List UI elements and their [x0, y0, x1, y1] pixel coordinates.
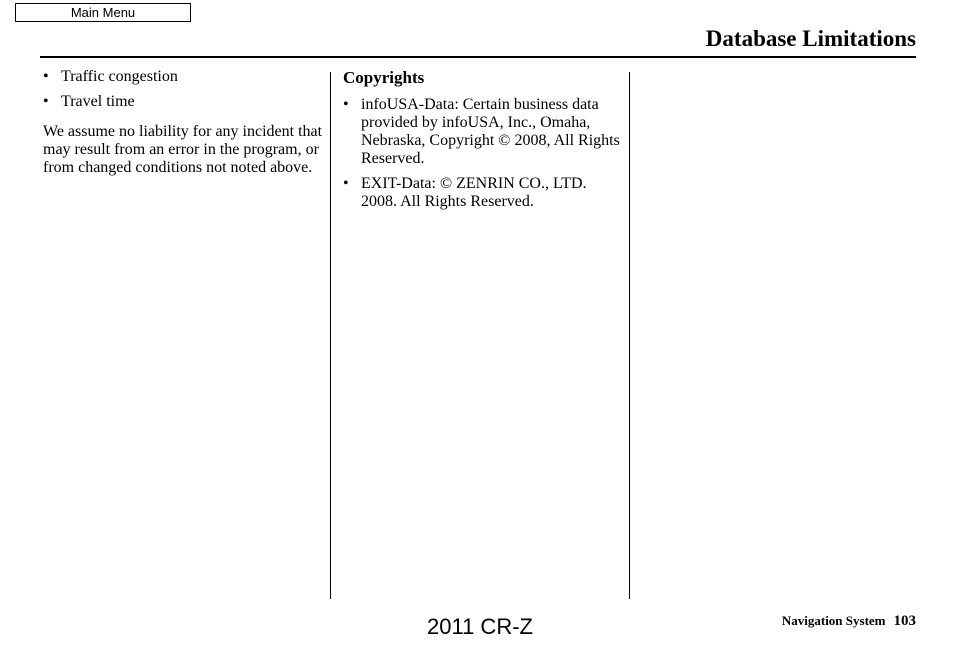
bullet-icon: •	[343, 175, 349, 192]
limitations-list	[43, 68, 327, 111]
copyrights-column	[343, 68, 623, 218]
title-rule	[40, 56, 916, 58]
liability-paragraph: We assume no liability for any incident that may result from an error in the program, or from changed conditions not noted above.	[43, 123, 323, 176]
list-item	[43, 93, 327, 111]
left-column	[43, 68, 327, 177]
main-menu-button[interactable]: Main Menu	[15, 3, 191, 22]
bullet-icon: •	[43, 68, 49, 85]
bullet-icon: •	[43, 93, 49, 110]
list-item-text: EXIT-Data: © ZENRIN CO., LTD. 2008. All Rights Reserved.	[361, 175, 587, 210]
list-item	[343, 175, 623, 211]
list-item	[343, 96, 623, 168]
column-divider-left	[330, 72, 331, 599]
list-item-text: infoUSA-Data: Certain business data provided by infoUSA, Inc., Omaha, Nebraska, Copyright © 2008, All Rights Reserved.	[361, 96, 620, 167]
list-item	[43, 68, 327, 86]
page-number: 103	[893, 613, 916, 629]
copyrights-list	[343, 96, 623, 211]
list-item-text: Traffic congestion	[61, 68, 178, 85]
column-divider-right	[629, 72, 630, 599]
bullet-icon: •	[343, 96, 349, 113]
list-item-text: Travel time	[61, 93, 135, 110]
copyrights-heading: Copyrights	[343, 68, 425, 87]
page-title: Database Limitations	[705, 26, 916, 51]
model-watermark: 2011 CR-Z	[427, 614, 533, 639]
footer-label: Navigation System	[781, 613, 886, 628]
